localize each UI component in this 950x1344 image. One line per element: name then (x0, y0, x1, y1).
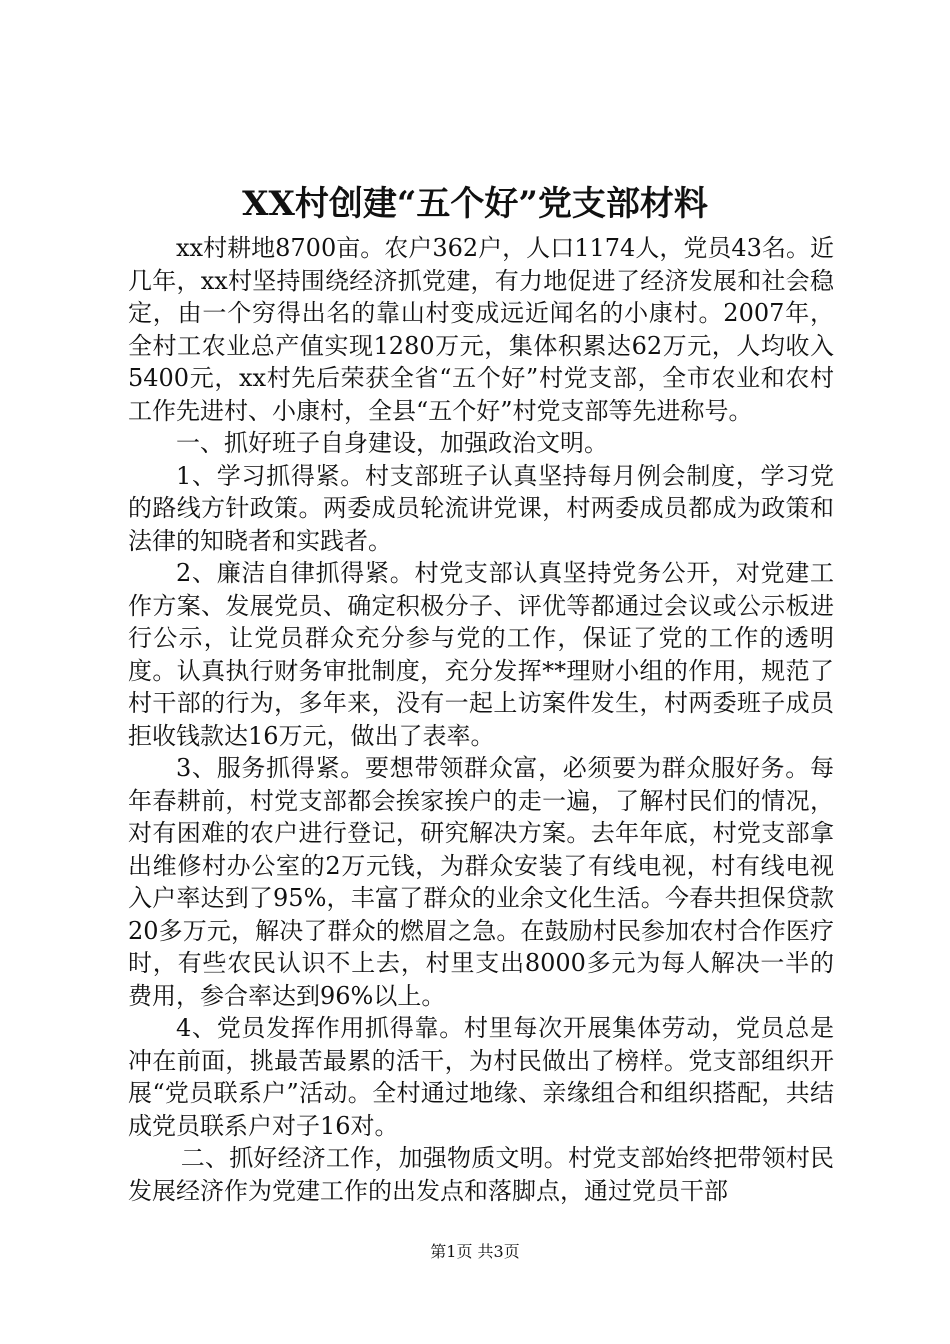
document-body (128, 232, 834, 1207)
document-title: XX村创建“五个好”党支部材料 (242, 184, 708, 224)
page-footer: 第1页 共3页 (430, 1242, 520, 1261)
paragraph-heading-2: 二、抓好经济工作，加强物质文明。村党支部始终把带领村民发展经济作为党建工作的出发点和落脚点，通过党员干部 (128, 1144, 834, 1205)
paragraph-heading-1: 一、抓好班子自身建设，加强政治文明。 (176, 429, 608, 457)
paragraph-item-4: 4、党员发挥作用抓得靠。村里每次开展集体劳动，党员总是冲在前面，挑最苦最累的活干，为村民做出了榜样。党支部组织开展“党员联系户”活动。全村通过地缘、亲缘组合和组织搭配，共结成党员联系户对子16对。 (128, 1014, 834, 1140)
paragraph-item-1: 1、学习抓得紧。村支部班子认真坚持每月例会制度，学习党的路线方针政策。两委成员轮流讲党课，村两委成员都成为政策和法律的知晓者和实践者。 (128, 461, 834, 555)
paragraph-item-2: 2、廉洁自律抓得紧。村党支部认真坚持党务公开，对党建工作方案、发展党员、确定积极分子、评优等都通过会议或公示板进行公示，让党员群众充分参与党的工作，保证了党的工作的透明度。认真执行财务审批制度，充分发挥**理财小组的作用，规范了村干部的行为，多年来，没有一起上访案件发生，村两委班子成员拒收钱款达16万元，做出了表率。 (128, 559, 834, 750)
paragraph-item-3: 3、服务抓得紧。要想带领群众富，必须要为群众服好务。每年春耕前，村党支部都会挨家挨户的走一遍，了解村民们的情况，对有困难的农户进行登记，研究解决方案。去年年底，村党支部拿出维修村办公室的2万元钱，为群众安装了有线电视，村有线电视入户率达到了95%，丰富了群众的业余文化生活。今春共担保贷款20多万元，解决了群众的燃眉之急。在鼓励村民参加农村合作医疗时，有些农民认识不上去，村里支出8000多元为每人解决一半的费用，参合率达到96%以上。 (128, 754, 834, 1010)
paragraph-intro: xx村耕地8700亩。农户362户，人口1174人，党员43名。近几年，xx村坚持围绕经济抓党建，有力地促进了经济发展和社会稳定，由一个穷得出名的靠山村变成远近闻名的小康村。2007年，全村工农业总产值实现1280万元，集体积累达62万元，人均收入5400元，xx村先后荣获全省“五个好”村党支部，全市农业和农村工作先进村、小康村，全县“五个好”村党支部等先进称号。 (128, 234, 834, 425)
